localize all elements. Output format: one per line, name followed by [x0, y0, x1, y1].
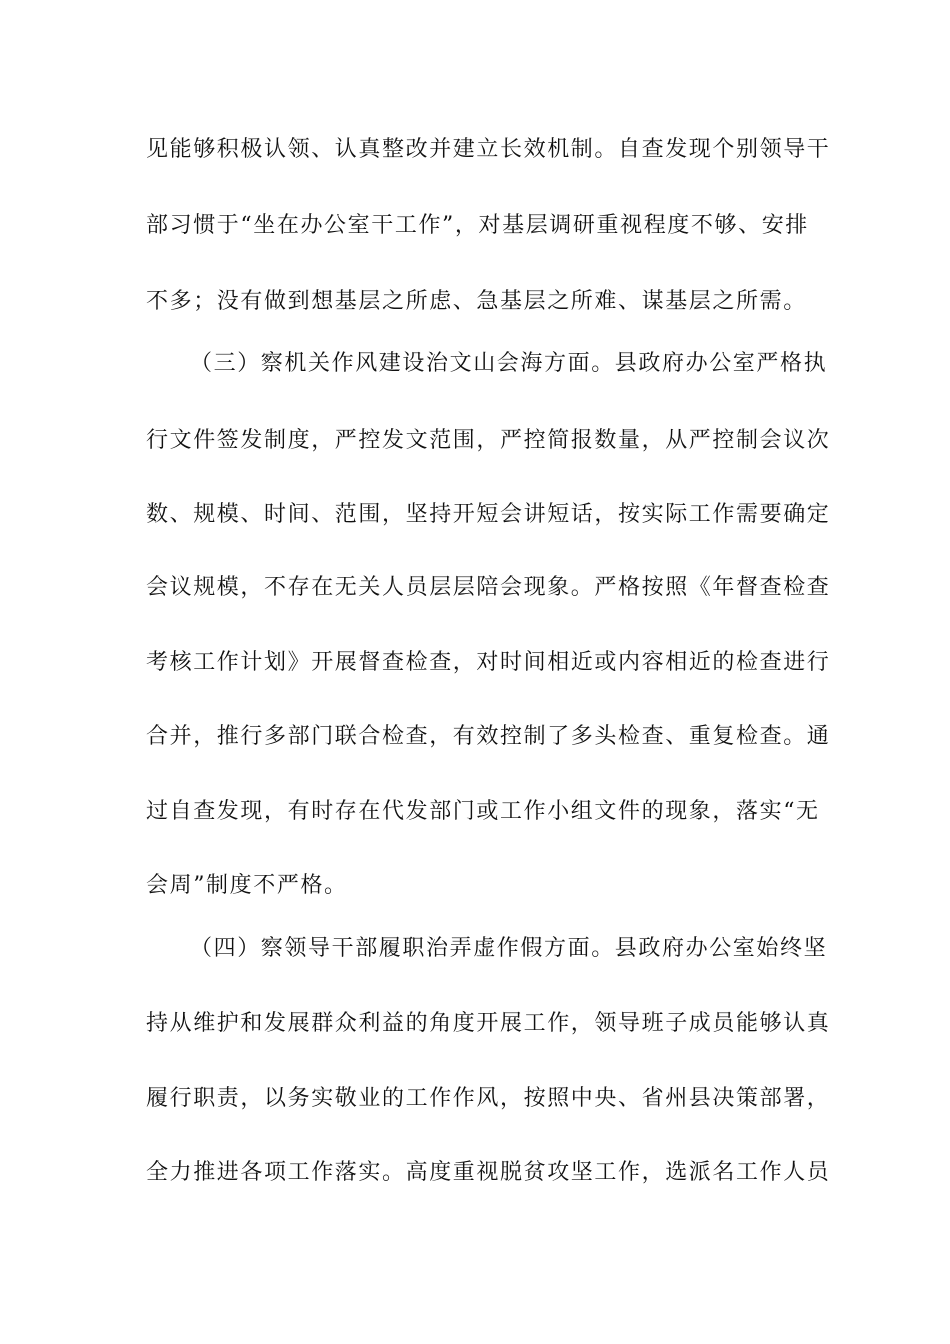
text-line: 持从维护和发展群众利益的角度开展工作，领导班子成员能够认真 — [146, 1011, 831, 1036]
text-line: 全力推进各项工作落实。高度重视脱贫攻坚工作，选派名工作人员 — [146, 1160, 831, 1185]
text-line: 行文件签发制度，严控发文范围，严控简报数量，从严控制会议次 — [146, 428, 831, 453]
section-heading-line: （四）察领导干部履职治弄虚作假方面。县政府办公室始终坚 — [190, 936, 828, 961]
section-heading-line: （三）察机关作风建设治文山会海方面。县政府办公室严格执 — [190, 351, 828, 376]
text-line: 过自查发现，有时存在代发部门或工作小组文件的现象，落实“无 — [146, 799, 820, 824]
text-line: 考核工作计划》开展督查检查，对时间相近或内容相近的检查进行 — [146, 650, 831, 675]
text-line: 见能够积极认领、认真整改并建立长效机制。自查发现个别领导干 — [146, 137, 831, 162]
text-line: 会周”制度不严格。 — [146, 873, 348, 898]
text-line: 履行职责，以务实敬业的工作作风，按照中央、省州县决策部署， — [146, 1086, 831, 1111]
text-line: 合并，推行多部门联合检查，有效控制了多头检查、重复检查。通 — [146, 724, 831, 749]
text-line: 部习惯于“坐在办公室干工作”，对基层调研重视程度不够、安排 — [146, 213, 809, 238]
text-line: 会议规模，不存在无关人员层层陪会现象。严格按照《年督查检查 — [146, 575, 831, 600]
text-line: 数、规模、时间、范围，坚持开短会讲短话，按实际工作需要确定 — [146, 502, 831, 527]
text-line: 不多；没有做到想基层之所虑、急基层之所难、谋基层之所需。 — [146, 289, 807, 314]
